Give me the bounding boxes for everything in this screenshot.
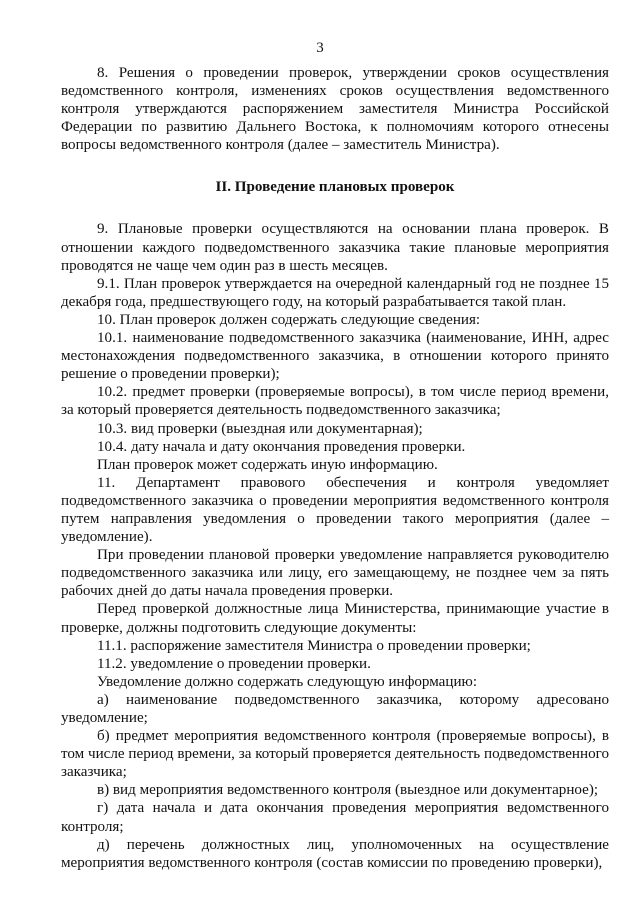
paragraph-10-4: 10.4. дату начала и дату окончания проведения проверки. [97, 438, 466, 455]
paragraph-11: 11. Департамент правового обеспечения и контроля уведомляет подведомственного заказчика о проведении мероприятия ведомственного контроля путем направления уведомления о проведении такого мероприятия (далее – уведомление). [61, 474, 609, 546]
paragraph-notice-contents: Уведомление должно содержать следующую информацию: [97, 673, 478, 690]
paragraph-item-d: д) перечень должностных лиц, уполномоченных на осуществление мероприятия ведомственного контроля (состав комиссии по проведению проверки), [61, 836, 609, 871]
paragraph-8: 8. Решения о проведении проверок, утверждении сроков осуществления ведомственного контроля, изменениях сроков осуществления ведомственного контроля утверждаются распоряжением заместителя Министра Российской Федерации по развитию Дальнего Востока, к полномочиям которого отнесены вопросы ведомственного контроля (далее – заместитель Министра). [61, 65, 609, 154]
paragraph-item-b: б) предмет мероприятия ведомственного контроля (проверяемые вопросы), в том числе период времени, за который проверяется деятельность подведомственного заказчика; [61, 728, 609, 781]
section-heading: II. Проведение плановых проверок [215, 179, 455, 196]
paragraph-11-2: 11.2. уведомление о проведении проверки. [97, 655, 371, 672]
paragraph-item-a: а) наименование подведомственного заказчика, которому адресовано уведомление; [61, 691, 609, 726]
paragraph-item-v: в) вид мероприятия ведомственного контроля (выездное или документарное); [97, 782, 599, 799]
page-number: 3 [316, 40, 324, 56]
paragraph-9: 9. Плановые проверки осуществляются на основании плана проверок. В отношении каждого подведомственного заказчика такие плановые мероприятия проводятся не чаще чем один раз в шесть месяцев. [61, 221, 609, 274]
paragraph-9-1: 9.1. План проверок утверждается на очередной календарный год не позднее 15 декабря года, предшествующего году, на который разрабатывается такой план. [61, 275, 609, 310]
paragraph-10: 10. План проверок должен содержать следующие сведения: [97, 311, 481, 328]
paragraph-item-g: г) дата начала и дата окончания проведения мероприятия ведомственного контроля; [61, 800, 609, 835]
paragraph-11-1: 11.1. распоряжение заместителя Министра о проведении проверки; [97, 637, 531, 654]
document-body [61, 64, 609, 872]
paragraph-plan-other-info: План проверок может содержать иную информацию. [97, 456, 438, 473]
paragraph-10-2: 10.2. предмет проверки (проверяемые вопросы), в том числе период времени, за который проверяется деятельность подведомственного заказчика; [61, 384, 609, 419]
paragraph-10-3: 10.3. вид проверки (выездная или документарная); [97, 420, 423, 437]
paragraph-prep-documents: Перед проверкой должностные лица Министерства, принимающие участие в проверке, должны подготовить следующие документы: [61, 601, 609, 636]
paragraph-notice-timing: При проведении плановой проверки уведомление направляется руководителю подведомственного заказчика или лицу, его замещающему, не позднее чем за пять рабочих дней до даты начала проведения проверки. [61, 547, 609, 600]
paragraph-10-1: 10.1. наименование подведомственного заказчика (наименование, ИНН, адрес местонахождения подведомственного заказчика, в отношении которого принято решение о проведении проверки); [61, 330, 609, 383]
